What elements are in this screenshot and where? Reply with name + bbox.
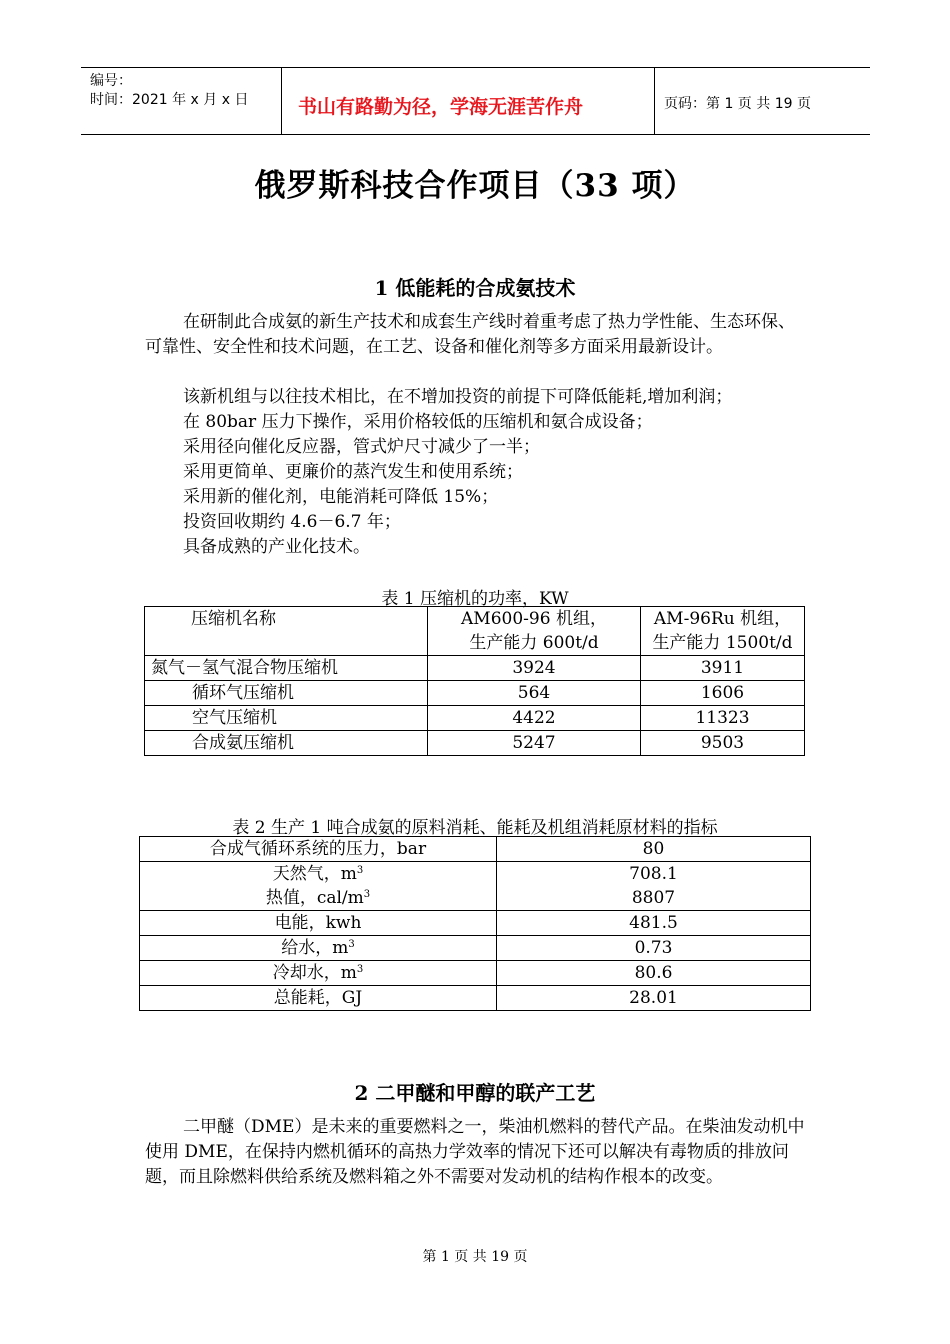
table-cell: 1606 xyxy=(641,681,805,706)
header-divider xyxy=(281,67,282,135)
superscript: 3 xyxy=(363,889,371,900)
table-row xyxy=(140,936,811,961)
table-row xyxy=(140,911,811,936)
table-cell: 708.1 xyxy=(497,862,811,887)
table-cell xyxy=(140,862,497,887)
table-cell: 氮气－氢气混合物压缩机 xyxy=(145,656,428,681)
table-cell xyxy=(140,936,497,961)
table-cell: 80 xyxy=(497,837,811,862)
table-row xyxy=(145,731,805,756)
table-cell-label: 热值，cal/m xyxy=(265,888,364,908)
table-cell: 564 xyxy=(428,681,641,706)
table-1 xyxy=(144,606,805,756)
table-header-cell xyxy=(145,607,428,656)
table-header-text: AM600-96 机组， xyxy=(461,609,607,629)
table-cell: 80.6 xyxy=(497,961,811,986)
section-1-line: 采用径向催化反应器，管式炉尺寸减少了一半； xyxy=(183,437,540,457)
section-1-line: 投资回收期约 4.6－6.7 年； xyxy=(183,512,401,532)
table-header-cell xyxy=(641,607,805,656)
table-header-text: AM-96Ru 机组， xyxy=(653,609,792,629)
table-cell xyxy=(140,837,497,862)
header-bottom-rule xyxy=(81,134,870,135)
section-2-paragraph: 二甲醚（DME）是未来的重要燃料之一，柴油机燃料的替代产品。在柴油发动机中使用 DME，在保持内燃机循环的高热力学效率的情况下还可以解决有毒物质的排放问题，而且除燃料供给系统及燃料箱之外不需要对发动机的结构作根本的改变。 xyxy=(145,1117,805,1187)
table-row xyxy=(140,961,811,986)
doc-time-label: 时间：2021 年 x 月 x 日 xyxy=(90,92,249,108)
section-1-line: 该新机组与以往技术相比，在不增加投资的前提下可降低能耗,增加利润； xyxy=(183,387,733,407)
superscript: 3 xyxy=(356,964,364,975)
table-cell: 3924 xyxy=(428,656,641,681)
section-1-heading: 1 低能耗的合成氨技术 xyxy=(374,276,576,300)
table-cell: 循环气压缩机 xyxy=(145,681,428,706)
table-row xyxy=(145,607,805,656)
table-row xyxy=(140,886,811,911)
superscript: 3 xyxy=(348,939,355,950)
table-cell: 4422 xyxy=(428,706,641,731)
section-1-line: 在 80bar 压力下操作，采用价格较低的压缩机和氨合成设备； xyxy=(183,412,653,432)
table-header-text: 生产能力 600t/d xyxy=(469,633,599,653)
table-row xyxy=(140,986,811,1011)
table-cell-label: 冷却水，m xyxy=(272,963,357,983)
doc-number-label: 编号： xyxy=(90,73,132,89)
table-row xyxy=(140,837,811,862)
header-divider xyxy=(654,67,655,135)
table-cell: 9503 xyxy=(641,731,805,756)
table-row xyxy=(145,681,805,706)
table-header-text: 压缩机名称 xyxy=(191,609,276,629)
section-1-paragraph: 在研制此合成氨的新生产技术和成套生产线时着重考虑了热力学性能、生态环保、可靠性、安全性和技术问题，在工艺、设备和催化剂等多方面采用最新设计。 xyxy=(145,312,795,357)
table-row xyxy=(145,706,805,731)
table-cell: 5247 xyxy=(428,731,641,756)
table-cell xyxy=(140,961,497,986)
table-cell: 481.5 xyxy=(497,911,811,936)
table-cell xyxy=(140,911,497,936)
table-cell xyxy=(140,986,497,1011)
table-cell: 0.73 xyxy=(497,936,811,961)
header-top-rule xyxy=(81,67,870,68)
table-cell-label: 天然气，m xyxy=(272,864,357,884)
section-1-line: 采用新的催化剂，电能消耗可降低 15%； xyxy=(183,487,499,507)
section-1-line: 采用更简单、更廉价的蒸汽发生和使用系统； xyxy=(183,462,523,482)
table-2-caption: 表 2 生产 1 吨合成氨的原料消耗、能耗及机组消耗原材料的指标 xyxy=(232,818,718,838)
superscript: 3 xyxy=(356,865,364,876)
table-1-caption: 表 1 压缩机的功率，KW xyxy=(381,589,569,609)
section-1-line: 具备成熟的产业化技术。 xyxy=(183,537,370,557)
table-cell: 8807 xyxy=(497,886,811,911)
table-cell-label: 给水，m xyxy=(281,938,349,958)
table-cell xyxy=(140,886,497,911)
page-number-label: 页码：第 1 页 共 19 页 xyxy=(664,96,811,112)
table-header-text: 生产能力 1500t/d xyxy=(652,633,793,653)
table-2 xyxy=(139,836,811,1011)
page-footer: 第 1 页 共 19 页 xyxy=(422,1249,528,1265)
table-header-cell xyxy=(428,607,641,656)
page-title: 俄罗斯科技合作项目（33 项） xyxy=(254,168,696,204)
header-motto: 书山有路勤为径，学海无涯苦作舟 xyxy=(298,96,584,118)
table-cell: 3911 xyxy=(641,656,805,681)
table-cell: 空气压缩机 xyxy=(145,706,428,731)
table-cell: 28.01 xyxy=(497,986,811,1011)
table-cell: 11323 xyxy=(641,706,805,731)
table-cell: 合成氨压缩机 xyxy=(145,731,428,756)
section-2-heading: 2 二甲醚和甲醇的联产工艺 xyxy=(354,1081,596,1105)
table-cell-label: 总能耗，GJ xyxy=(273,988,363,1008)
table-cell-label: 合成气循环系统的压力，bar xyxy=(209,839,427,859)
table-cell-label: 电能，kwh xyxy=(274,913,362,933)
table-row xyxy=(140,862,811,887)
table-row xyxy=(145,656,805,681)
